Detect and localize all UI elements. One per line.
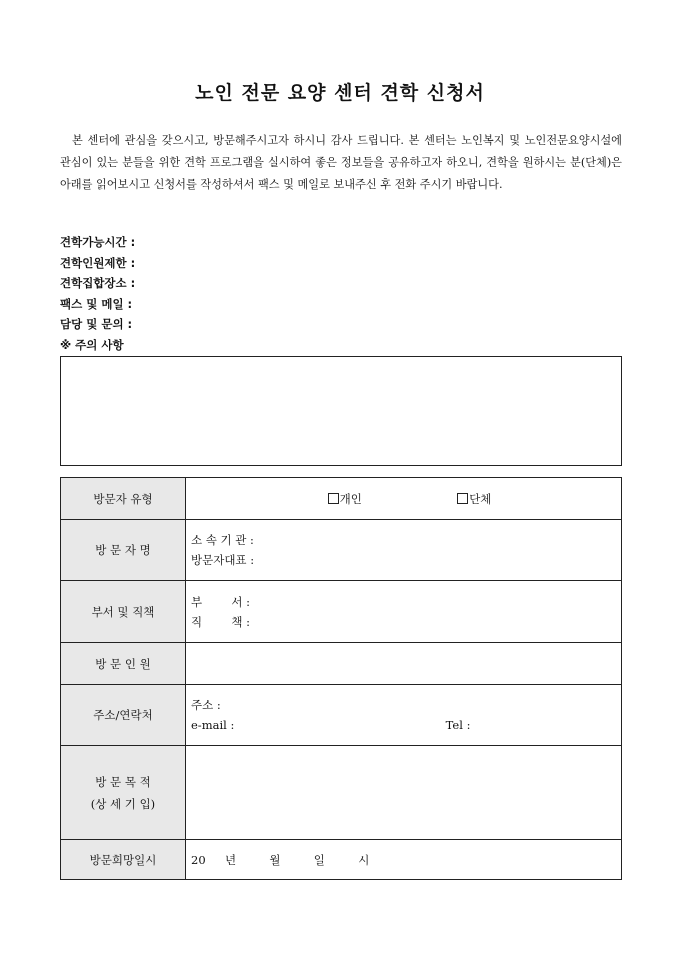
label-date: 방문희망일시: [61, 840, 186, 880]
row-visitor-count: [61, 643, 622, 685]
checkbox-icon: [328, 493, 339, 504]
address-field: 주소 :: [191, 698, 221, 712]
checkbox-individual[interactable]: [328, 492, 362, 506]
visitor-count-field[interactable]: [186, 643, 622, 685]
label-contact: 주소/연락처: [61, 685, 186, 746]
intro-paragraph: 본 센터에 관심을 갖으시고, 방문해주시고자 하시니 감사 드립니다. 본 센터는 노인복지 및 노인전문요양시설에 관심이 있는 분들을 위한 견학 프로그램을 실시하여 좋은 정보들을 공유하고자 하오니, 견학을 원하시는 분(단체)은 아래를 읽어보시고 신청서를 작성하셔서 팩스 및 메일로 보내주신 후 전화 주시기 바랍니다.: [60, 134, 622, 191]
row-contact: [61, 685, 622, 746]
year-unit: 년: [224, 852, 237, 867]
page-title: 노인 전문 요양 센터 견학 신청서: [195, 82, 485, 104]
label-visitor-count: 방 문 인 원: [61, 643, 186, 685]
option-group: 단체: [469, 491, 492, 506]
option-individual: 개인: [339, 491, 362, 506]
info-caution: ※ 주의 사항: [60, 337, 124, 352]
checkbox-icon: [457, 493, 468, 504]
row-dept-title: [61, 581, 622, 643]
application-form-table: [60, 477, 622, 880]
row-visitor-type: [61, 478, 622, 520]
info-list: [60, 232, 135, 355]
row-purpose: [61, 746, 622, 840]
representative-field: 방문자대표 :: [191, 553, 255, 567]
info-meeting-place: 견학집합장소 :: [60, 276, 136, 290]
visitor-type-options: [186, 478, 622, 520]
label-purpose: [61, 746, 186, 840]
day-unit: 일: [313, 852, 325, 867]
info-fax-email: 팩스 및 메일 :: [60, 296, 133, 311]
department-field: 부 서 :: [191, 594, 250, 609]
row-date: [61, 840, 622, 880]
dept-title-field[interactable]: [186, 581, 622, 643]
label-purpose-line1: 방 문 목 적: [95, 774, 151, 789]
checkbox-group[interactable]: [457, 492, 491, 506]
label-purpose-line2: (상 세 기 입): [90, 796, 156, 811]
date-field[interactable]: [186, 840, 622, 880]
info-visit-time: 견학가능시간 :: [60, 235, 136, 249]
email-tel-row: [191, 715, 620, 735]
purpose-field[interactable]: [186, 746, 622, 840]
hour-unit: 시: [358, 852, 370, 867]
visitor-name-field[interactable]: [186, 520, 622, 581]
contact-field[interactable]: [186, 685, 622, 746]
label-visitor-name: 방 문 자 명: [61, 520, 186, 581]
row-visitor-name: [61, 520, 622, 581]
month-unit: 월: [269, 852, 281, 867]
year-prefix: 20: [191, 852, 206, 867]
org-field: 소 속 기 관 :: [191, 533, 254, 547]
caution-notes-box[interactable]: [60, 356, 622, 466]
job-title-field: 직 책 :: [191, 614, 250, 629]
tel-field: Tel :: [445, 718, 471, 732]
email-field: e-mail :: [191, 718, 235, 732]
info-contact: 담당 및 문의 :: [60, 317, 133, 331]
info-visitor-limit: 견학인원제한 :: [60, 255, 136, 270]
label-dept-title: 부서 및 직책: [61, 581, 186, 643]
label-visitor-type: 방문자 유형: [61, 478, 186, 520]
